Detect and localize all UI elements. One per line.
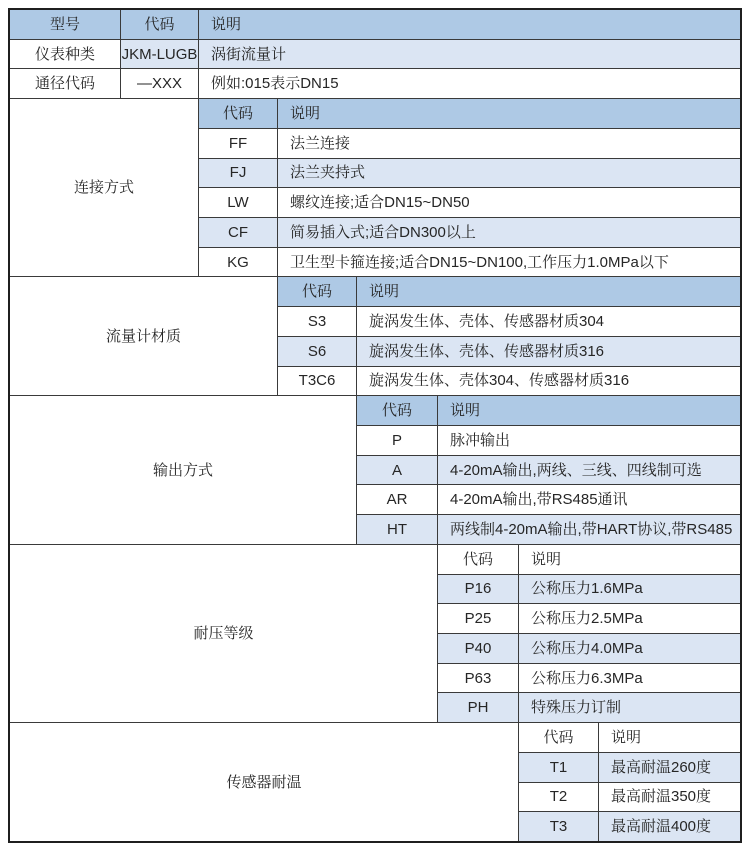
code-cell: T2 <box>519 783 598 812</box>
desc-cell: 法兰连接 <box>278 129 740 158</box>
section-label-pressure-rating: 耐压等级 <box>10 545 437 722</box>
desc-cell: 两线制4-20mA输出,带HART协议,带RS485 <box>438 515 740 544</box>
desc-cell: 旋涡发生体、壳体304、传感器材质316 <box>357 367 740 396</box>
row-code-diameter-code: —XXX <box>121 69 198 98</box>
subheader-code: 代码 <box>357 396 437 425</box>
code-cell: T1 <box>519 753 598 782</box>
section-label-body-material: 流量计材质 <box>10 277 277 395</box>
code-cell: P40 <box>438 634 518 663</box>
header-model: 型号 <box>10 10 120 39</box>
desc-cell: 最高耐温260度 <box>599 753 740 782</box>
desc-cell: 简易插入式;适合DN300以上 <box>278 218 740 247</box>
desc-cell: 法兰夹持式 <box>278 159 740 188</box>
subheader-code: 代码 <box>199 99 277 128</box>
code-cell: A <box>357 456 437 485</box>
subheader-code: 代码 <box>519 723 598 752</box>
desc-cell: 特殊压力订制 <box>519 693 740 722</box>
subheader-desc: 说明 <box>599 723 740 752</box>
code-cell: FF <box>199 129 277 158</box>
header-desc: 说明 <box>199 10 740 39</box>
subheader-code: 代码 <box>438 545 518 574</box>
section-label-connection-type: 连接方式 <box>10 99 198 276</box>
desc-cell: 4-20mA输出,带RS485通讯 <box>438 485 740 514</box>
header-code: 代码 <box>121 10 198 39</box>
code-cell: P16 <box>438 575 518 604</box>
desc-cell: 最高耐温400度 <box>599 812 740 841</box>
code-cell: T3C6 <box>278 367 356 396</box>
row-code-instrument-type: JKM-LUGB <box>121 40 198 69</box>
desc-cell: 旋涡发生体、壳体、传感器材质304 <box>357 307 740 336</box>
code-cell: LW <box>199 188 277 217</box>
subheader-desc: 说明 <box>438 396 740 425</box>
code-cell: P <box>357 426 437 455</box>
code-cell: P63 <box>438 664 518 693</box>
section-label-output-mode: 输出方式 <box>10 396 356 544</box>
desc-cell: 螺纹连接;适合DN15~DN50 <box>278 188 740 217</box>
code-cell: S6 <box>278 337 356 366</box>
code-cell: AR <box>357 485 437 514</box>
desc-cell: 公称压力6.3MPa <box>519 664 740 693</box>
subheader-desc: 说明 <box>519 545 740 574</box>
code-cell: HT <box>357 515 437 544</box>
subheader-code: 代码 <box>278 277 356 306</box>
code-cell: CF <box>199 218 277 247</box>
desc-cell: 公称压力1.6MPa <box>519 575 740 604</box>
code-cell: FJ <box>199 159 277 188</box>
code-cell: PH <box>438 693 518 722</box>
desc-cell: 4-20mA输出,两线、三线、四线制可选 <box>438 456 740 485</box>
row-label-diameter-code: 通径代码 <box>10 69 120 98</box>
code-cell: KG <box>199 248 277 277</box>
code-cell: T3 <box>519 812 598 841</box>
row-label-instrument-type: 仪表种类 <box>10 40 120 69</box>
desc-cell: 公称压力4.0MPa <box>519 634 740 663</box>
desc-cell: 公称压力2.5MPa <box>519 604 740 633</box>
section-label-sensor-temperature: 传感器耐温 <box>10 723 518 841</box>
row-desc-diameter-code: 例如:015表示DN15 <box>199 69 740 98</box>
code-cell: P25 <box>438 604 518 633</box>
subheader-desc: 说明 <box>357 277 740 306</box>
desc-cell: 卫生型卡箍连接;适合DN15~DN100,工作压力1.0MPa以下 <box>278 248 740 277</box>
desc-cell: 旋涡发生体、壳体、传感器材质316 <box>357 337 740 366</box>
subheader-desc: 说明 <box>278 99 740 128</box>
desc-cell: 脉冲输出 <box>438 426 740 455</box>
row-desc-instrument-type: 涡街流量计 <box>199 40 740 69</box>
code-cell: S3 <box>278 307 356 336</box>
product-selection-spec-table <box>8 8 742 843</box>
desc-cell: 最高耐温350度 <box>599 783 740 812</box>
